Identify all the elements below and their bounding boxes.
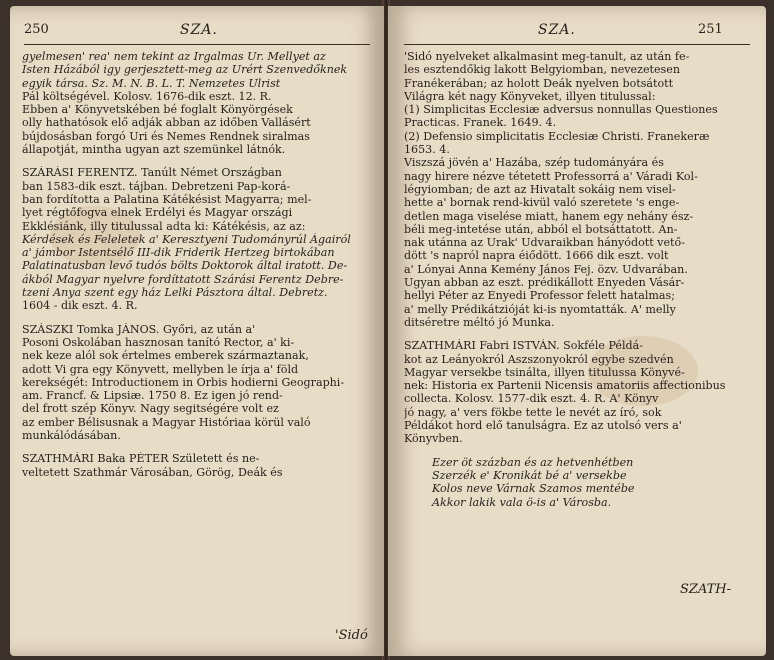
text-line: egyik társa. Sz. M. N. B. L. T. Nemzetes Ulrist <box>22 76 281 90</box>
text-line: gyelmesen' rea' nem tekint az Irgalmas Ur. Mellyet az <box>22 50 326 63</box>
text-line: 1653. 4. <box>404 143 450 157</box>
text-line: collecta. Kolosv. 1577-dik eszt. 4. R. A' Könyv <box>404 392 659 406</box>
text-line: Posoni Oskolában hasznosan tanító Rector, a' ki- <box>22 335 295 349</box>
text-line: (1) Simplicitas Ecclesiæ adversus nonnullas Questiones <box>404 103 718 117</box>
text-line: ákból Magyar nyelvre fordíttatott Szárási Ferentz Debre- <box>22 272 344 286</box>
text-line: munkálódásában. <box>22 429 121 443</box>
text-line: olly hathatósok elő adják abban az időben Vallásért <box>22 116 311 130</box>
text-line: bújdosásban forgó Uri és Nemes Rendnek siralmas <box>22 129 310 143</box>
text-line: hellyi Péter az Enyedi Professor felett hatalmas; <box>404 289 675 303</box>
text-line: Könyvben. <box>404 432 463 446</box>
paragraph-gap <box>404 329 752 339</box>
text-line: Ugyan abban az eszt. prédikállott Enyeden Vásár- <box>404 276 685 290</box>
right-page <box>388 6 766 656</box>
text-line: nagy hirere nézve tétetett Professorrá a' Váradi Kol- <box>404 169 698 183</box>
text-line: veltetett Szathmár Városában, Görög, Deák és <box>22 465 283 479</box>
text-line: Példákot hord elő tanulságra. Ez az utolsó vers a' <box>404 419 682 433</box>
text-line: SZATHMÁRI Baka PÉTER Született és ne- <box>22 452 260 466</box>
text-line: Viszszá jövén a' Hazába, szép tudományára és <box>404 156 664 170</box>
poem-line: Szerzék e' Kronikát bé a' versekbe <box>432 468 627 482</box>
text-line: (2) Defensio simplicitatis Ecclesiæ Christi. Franekeræ <box>404 129 710 143</box>
text-line: ban fordította a Palatina Kátékésist Magyarra; mel- <box>22 192 312 206</box>
left-page-number: 250 <box>24 22 49 37</box>
text-line: Franékerában; az holott Deák nyelven botsátott <box>404 76 674 90</box>
text-line: detlen maga viselése miatt, hanem egy nehány ész- <box>404 209 694 223</box>
text-line: béli meg-intetése után, abból el botsáttatott. An- <box>404 222 678 236</box>
text-line: légyiomban; de azt az Hivatalt sokáig nem visel- <box>404 182 676 196</box>
text-line: Isten Házából igy gerjesztett-meg az Urért Szenvedőknek <box>22 63 348 77</box>
text-line: a' jámbor Istentsélő III-dik Friderik Hertzeg birtokában <box>22 246 335 260</box>
left-catchword: 'Sidó <box>335 628 368 643</box>
right-page-number: 251 <box>698 22 723 37</box>
text-line: nak utánna az Urak' Udvaraikban hányódott vető- <box>404 236 685 250</box>
text-line: lyet régtőfogva elnek Erdélyi és Magyar országi <box>22 206 293 220</box>
right-page-text <box>404 50 752 509</box>
text-line: nek: Historia ex Partenii Nicensis amatoriis affectionibus <box>404 379 726 393</box>
text-line: a' melly Prédikátzióját ki-is nyomtatták. A' melly <box>404 302 676 316</box>
text-line: 1604 - dik eszt. 4. R. <box>22 299 138 313</box>
paragraph-gap <box>22 313 372 323</box>
text-line: a' Lónyai Anna Kemény János Fej. özv. Udvarában. <box>404 262 688 276</box>
text-line: Practicas. Franek. 1649. 4. <box>404 116 557 130</box>
left-page <box>10 6 384 656</box>
right-catchword: SZATH- <box>680 582 732 597</box>
text-line: Ekklésiánk, illy titulussal adta ki: Kátékésis, az az: <box>22 219 306 233</box>
text-line: Világra két nagy Könyveket, illyen titulussal: <box>404 89 656 103</box>
text-line: les esztendőkig lakott Belgyiomban, nevezetesen <box>404 63 680 77</box>
text-line: dött 's napról napra éiődött. 1666 dik eszt. volt <box>404 249 669 263</box>
left-page-text <box>22 50 372 479</box>
text-line: kerekségét: Introductionem in Orbis hodierni Geographi- <box>22 375 345 389</box>
text-line: Palatinatusban levő tudós bölts Doktorok által iratott. De- <box>22 259 348 273</box>
left-running-head: SZA. <box>180 22 218 38</box>
text-line: SZÁRÁSI FERENTZ. Tanúlt Német Országban <box>22 166 282 180</box>
text-line: 'Sidó nyelveket alkalmasint meg-tanult, az után fe- <box>404 50 690 63</box>
text-line: Kérdések és Feleletek a' Keresztyeni Tudományrúl Ágairól <box>22 232 351 246</box>
paragraph-gap <box>22 442 372 452</box>
right-running-head: SZA. <box>538 22 576 38</box>
text-line: Pál költségével. Kolosv. 1676-dik eszt. 12. R. <box>22 89 272 103</box>
right-header-rule <box>404 44 750 45</box>
text-line: az ember Bélisusnak a Magyar Históriaa körül való <box>22 415 311 429</box>
text-line: Ebben a' Könyvetskében bé foglalt Könyörgések <box>22 103 293 117</box>
poem-line: Ezer öt százban és az hetvenhétben <box>432 455 634 469</box>
text-line: kot az Leányokról Aszszonyokról egybe szedvén <box>404 352 674 366</box>
right-page-header <box>388 22 766 42</box>
paragraph-gap <box>22 156 372 166</box>
poem <box>404 456 752 509</box>
text-line: Magyar versekbe tsinálta, illyen titulussa Könyvé- <box>404 365 685 379</box>
text-line: ban 1583-dik eszt. tájban. Debretzeni Pap-korá- <box>22 179 291 193</box>
text-line: állapotját, mintha ugyan azt szemünkel látnók. <box>22 143 286 157</box>
left-header-rule <box>24 44 370 45</box>
text-line: adott Vi gra egy Könyvett, mellyben le írja a' föld <box>22 362 299 376</box>
text-line: jó nagy, a' vers fökbe tette le nevét az író, sok <box>404 405 662 419</box>
text-line: tzeni Anya szent egy ház Lelki Pásztora által. Debretz. <box>22 286 328 300</box>
text-line: SZÁSZKI Tomka JÁNOS. Győri, az után a' <box>22 322 256 336</box>
left-page-header <box>10 22 384 42</box>
text-line: nek keze alól sok értelmes emberek származtanak, <box>22 349 309 363</box>
text-line: am. Francf. & Lipsiæ. 1750 8. Ez igen jó rend- <box>22 389 283 403</box>
poem-line: Akkor lakik vala ö-is a' Városba. <box>432 495 612 509</box>
text-line: hette a' bornak rend-kivül való szeretete 's enge- <box>404 196 680 210</box>
text-line: ditséretre méltó jó Munka. <box>404 315 555 329</box>
paragraph-gap <box>404 446 752 456</box>
text-line: SZATHMÁRI Fabri ISTVÁN. Sokféle Példá- <box>404 339 644 353</box>
poem-line: Kolos neve Várnak Szamos mentébe <box>432 482 635 496</box>
text-line: del frott szép Könyv. Nagy segitségére volt ez <box>22 402 279 416</box>
